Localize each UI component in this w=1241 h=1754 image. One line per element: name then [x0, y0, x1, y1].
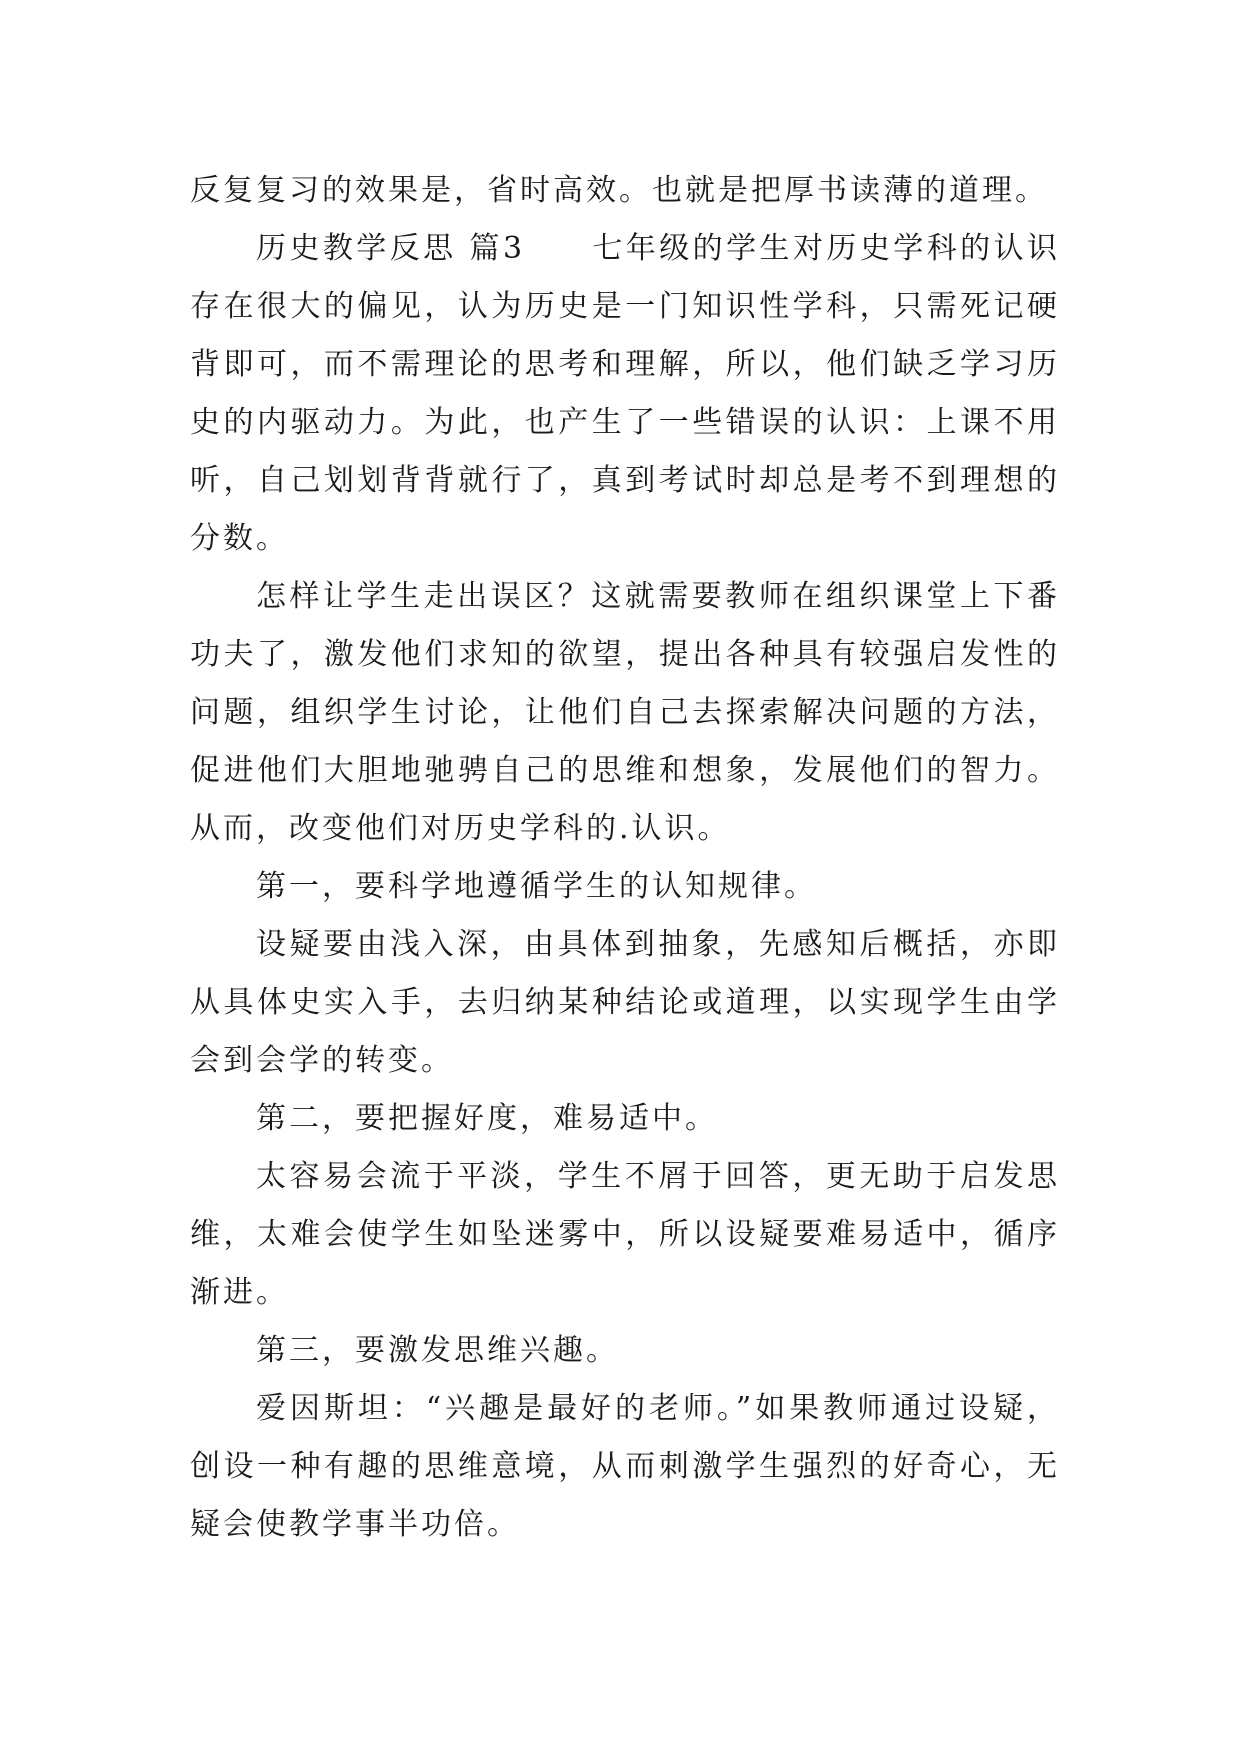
document-body: [190, 162, 1060, 1554]
paragraph-1: 反复复习的效果是，省时高效。也就是把厚书读薄的道理。: [190, 173, 1048, 208]
paragraph-7: 太容易会流于平淡，学生不屑于回答，更无助于启发思维，太难会使学生如坠迷雾中，所以设疑要难易适中，循序渐进。: [190, 1159, 1060, 1310]
paragraph-6: 第二，要把握好度，难易适中。: [256, 1101, 718, 1136]
paragraph-9: 爱因斯坦：“兴趣是最好的老师。”如果教师通过设疑，创设一种有趣的思维意境，从而刺激学生强烈的好奇心，无疑会使教学事半功倍。: [190, 1391, 1060, 1542]
paragraph-4: 第一，要科学地遵循学生的认知规律。: [256, 869, 817, 904]
paragraph-2: 历史教学反思 篇3 七年级的学生对历史学科的认识存在很大的偏见，认为历史是一门知识性学科，只需死记硬背即可，而不需理论的思考和理解，所以，他们缺乏学习历史的内驱动力。为此，也产生了一些错误的认识：上课不用听，自己划划背背就行了，真到考试时却总是考不到理想的分数。: [190, 231, 1060, 556]
paragraph-3: 怎样让学生走出误区？这就需要教师在组织课堂上下番功夫了，激发他们求知的欲望，提出各种具有较强启发性的问题，组织学生讨论，让他们自己去探索解决问题的方法，促进他们大胆地驰骋自己的思维和想象，发展他们的智力。从而，改变他们对历史学科的.认识。: [190, 579, 1060, 846]
paragraph-8: 第三，要激发思维兴趣。: [256, 1333, 619, 1368]
paragraph-5: 设疑要由浅入深，由具体到抽象，先感知后概括，亦即从具体史实入手，去归纳某种结论或道理，以实现学生由学会到会学的转变。: [190, 927, 1060, 1078]
